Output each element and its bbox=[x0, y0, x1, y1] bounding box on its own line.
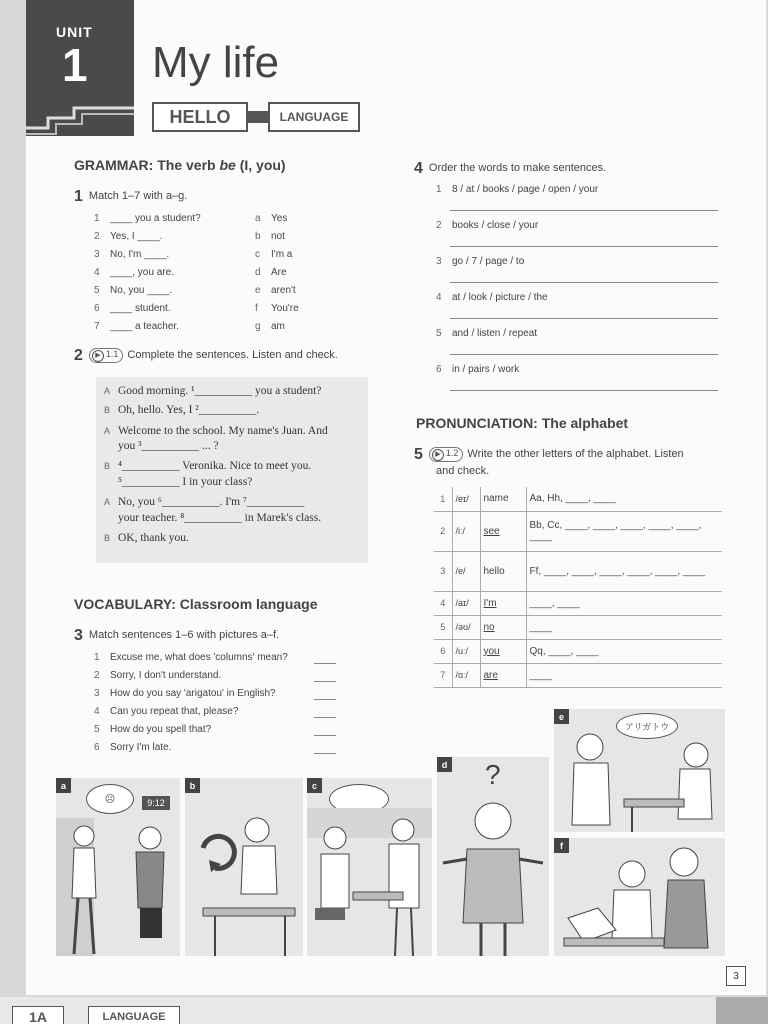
picture-d bbox=[437, 757, 549, 956]
dialogue-line bbox=[104, 385, 321, 397]
ex4-item bbox=[436, 328, 537, 339]
ex4-item bbox=[436, 184, 598, 195]
row-number: 7 bbox=[434, 663, 452, 687]
item-number: 3 bbox=[436, 256, 442, 267]
dialogue-text: Good morning. ¹__________ you a student? bbox=[118, 385, 322, 397]
ex3-item bbox=[94, 688, 276, 699]
ex1-right-item bbox=[255, 231, 285, 242]
item-text: Sorry I'm late. bbox=[110, 742, 172, 753]
audio-badge[interactable] bbox=[429, 447, 464, 462]
item-letter: g bbox=[255, 321, 261, 332]
answer-line[interactable] bbox=[450, 390, 718, 391]
item-number: 2 bbox=[436, 220, 442, 231]
answer-line[interactable] bbox=[450, 282, 718, 283]
audio-track: 1.2 bbox=[445, 448, 459, 458]
picture-label: b bbox=[185, 778, 200, 793]
example-word: no bbox=[480, 615, 526, 639]
ex1-right-item bbox=[255, 267, 287, 278]
next-page-tab-1a: 1A bbox=[12, 1006, 64, 1024]
item-text: Excuse me, what does 'columns' mean? bbox=[110, 652, 288, 663]
picture-a bbox=[56, 778, 180, 956]
dialogue-line bbox=[104, 532, 189, 544]
answer-line[interactable] bbox=[314, 735, 336, 736]
answer-line[interactable] bbox=[450, 318, 718, 319]
instruction-text: Complete the sentences. Listen and check. bbox=[127, 349, 338, 361]
letters-cell[interactable]: Qq, ____, ____ bbox=[526, 639, 722, 663]
item-number: 1 bbox=[436, 184, 442, 195]
ipa-symbol: /eɪ/ bbox=[452, 487, 480, 511]
item-number: 4 bbox=[94, 267, 100, 278]
item-text: No, you ____. bbox=[110, 285, 173, 296]
dialogue-line bbox=[104, 476, 252, 488]
row-number: 6 bbox=[434, 639, 452, 663]
item-number: 5 bbox=[436, 328, 442, 339]
ex4-item bbox=[436, 292, 548, 303]
ex1-left-item bbox=[94, 267, 174, 278]
exercise-number: 4 bbox=[414, 160, 423, 177]
grammar-heading-be: be bbox=[219, 157, 236, 173]
item-number: 5 bbox=[94, 724, 100, 735]
table-row bbox=[434, 511, 722, 551]
item-text: ____ student. bbox=[110, 303, 171, 314]
stairs-decoration bbox=[26, 96, 134, 136]
dialogue-line bbox=[104, 496, 304, 508]
dialogue-line bbox=[104, 425, 328, 437]
item-text: Can you repeat that, please? bbox=[110, 706, 239, 717]
repeat-student-illustration bbox=[185, 798, 303, 956]
item-text: Are bbox=[271, 267, 287, 278]
tag-connector bbox=[248, 111, 268, 123]
answer-line[interactable] bbox=[314, 699, 336, 700]
play-icon: ▶ bbox=[92, 350, 104, 362]
ex1-left-item bbox=[94, 231, 162, 242]
exercise-number: 3 bbox=[74, 627, 83, 644]
item-text: at / look / picture / the bbox=[452, 292, 548, 303]
pronunciation-heading bbox=[416, 415, 628, 431]
item-text: aren't bbox=[271, 285, 296, 296]
example-word: are bbox=[480, 663, 526, 687]
item-number: 5 bbox=[94, 285, 100, 296]
answer-line[interactable] bbox=[314, 717, 336, 718]
item-number: 2 bbox=[94, 231, 100, 242]
exercise-2-instruction bbox=[74, 347, 338, 365]
clock-display: 9:12 bbox=[142, 796, 170, 810]
letters-cell[interactable]: Bb, Cc, ____, ____, ____, ____, ____, ____ bbox=[526, 511, 722, 551]
table-row bbox=[434, 591, 722, 615]
dialogue-text: ⁵__________ I in your class? bbox=[118, 476, 253, 488]
dialogue-text: No, you ⁶__________. I'm ⁷__________ bbox=[118, 496, 305, 508]
picture-label: f bbox=[554, 838, 569, 853]
ex1-right-item bbox=[255, 213, 287, 224]
dialogue-box bbox=[96, 377, 368, 563]
answer-line[interactable] bbox=[450, 210, 718, 211]
example-word: I'm bbox=[480, 591, 526, 615]
item-text: not bbox=[271, 231, 285, 242]
bottom-corner-block bbox=[716, 997, 768, 1024]
ex3-item bbox=[94, 706, 238, 717]
picture-label: d bbox=[437, 757, 452, 772]
example-word: name bbox=[480, 487, 526, 511]
item-number: 7 bbox=[94, 321, 100, 332]
grammar-heading-rest: The verb bbox=[153, 157, 220, 173]
item-number: 3 bbox=[94, 688, 100, 699]
item-text: You're bbox=[271, 303, 299, 314]
ex4-item bbox=[436, 256, 524, 267]
exercise-number: 2 bbox=[74, 347, 83, 364]
ipa-symbol: /əʊ/ bbox=[452, 615, 480, 639]
teacher-and-student-illustration bbox=[307, 808, 432, 956]
dialogue-text: you ³__________ ... ? bbox=[118, 440, 219, 452]
item-letter: a bbox=[255, 213, 261, 224]
unit-block bbox=[26, 0, 134, 136]
answer-line[interactable] bbox=[450, 354, 718, 355]
page-title: My life bbox=[152, 38, 280, 87]
row-number: 5 bbox=[434, 615, 452, 639]
tag-language: LANGUAGE bbox=[268, 102, 360, 132]
picture-f bbox=[554, 838, 725, 956]
dialogue-text: Welcome to the school. My name's Juan. And bbox=[118, 425, 328, 437]
exercise-number: 1 bbox=[74, 188, 83, 205]
ex1-right-item bbox=[255, 303, 299, 314]
item-text: ____, you are. bbox=[110, 267, 174, 278]
item-text: No, I'm ____. bbox=[110, 249, 170, 260]
picture-label: c bbox=[307, 778, 322, 793]
ex3-item bbox=[94, 652, 288, 663]
ex3-item bbox=[94, 742, 171, 753]
letters-cell[interactable]: ____, ____ bbox=[526, 591, 722, 615]
letters-cell[interactable]: Aa, Hh, ____, ____ bbox=[526, 487, 722, 511]
spelling-pair-illustration bbox=[554, 838, 725, 956]
speaker: A bbox=[104, 497, 111, 507]
ex3-item bbox=[94, 670, 221, 681]
audio-badge[interactable] bbox=[89, 348, 124, 363]
next-page-tab-language: LANGUAGE bbox=[88, 1006, 180, 1024]
item-text: How do you spell that? bbox=[110, 724, 212, 735]
item-text: How do you say 'arigatou' in English? bbox=[110, 688, 276, 699]
table-row bbox=[434, 663, 722, 687]
picture-label: e bbox=[554, 709, 569, 724]
unit-number: 1 bbox=[62, 39, 88, 91]
ipa-symbol: /uː/ bbox=[452, 639, 480, 663]
answer-line[interactable] bbox=[450, 246, 718, 247]
example-word: see bbox=[480, 511, 526, 551]
ipa-symbol: /e/ bbox=[452, 551, 480, 591]
table-row bbox=[434, 487, 722, 511]
item-number: 6 bbox=[94, 303, 100, 314]
item-number: 4 bbox=[94, 706, 100, 717]
tag-hello: HELLO bbox=[152, 102, 248, 132]
item-text: am bbox=[271, 321, 285, 332]
frown-bubble: ☹ bbox=[86, 784, 134, 814]
ex1-left-item bbox=[94, 303, 171, 314]
table-row bbox=[434, 615, 722, 639]
row-number: 1 bbox=[434, 487, 452, 511]
item-number: 2 bbox=[94, 670, 100, 681]
vocabulary-heading bbox=[74, 596, 317, 612]
ipa-symbol: /aɪ/ bbox=[452, 591, 480, 615]
item-number: 6 bbox=[436, 364, 442, 375]
grammar-heading bbox=[74, 157, 286, 173]
letters-cell[interactable]: Ff, ____, ____, ____, ____, ____, ____ bbox=[526, 551, 722, 591]
item-text: in / pairs / work bbox=[452, 364, 520, 375]
ex1-right-item bbox=[255, 285, 296, 296]
ex1-right-item bbox=[255, 249, 292, 260]
exercise-4-instruction bbox=[414, 160, 606, 178]
audio-track: 1.1 bbox=[105, 349, 119, 359]
answer-line[interactable] bbox=[314, 681, 336, 682]
picture-b bbox=[185, 778, 303, 956]
exercise-5-instruction bbox=[414, 446, 684, 464]
speaker: A bbox=[104, 426, 111, 436]
item-number: 6 bbox=[94, 742, 100, 753]
dialogue-line bbox=[104, 404, 259, 416]
ipa-symbol: /iː/ bbox=[452, 511, 480, 551]
item-number: 3 bbox=[94, 249, 100, 260]
pronunciation-heading-rest: The alphabet bbox=[537, 415, 629, 431]
letters-cell[interactable]: ____ bbox=[526, 615, 722, 639]
example-word: hello bbox=[480, 551, 526, 591]
exercise-1-instruction bbox=[74, 188, 187, 206]
item-letter: b bbox=[255, 231, 261, 242]
picture-e bbox=[554, 709, 725, 832]
instruction-text: Match 1–7 with a–g. bbox=[88, 190, 188, 202]
item-text: Yes bbox=[271, 213, 288, 224]
item-number: 1 bbox=[94, 652, 100, 663]
instruction-text: Match sentences 1–6 with pictures a–f. bbox=[88, 629, 280, 641]
dialogue-text: ⁴__________ Veronika. Nice to meet you. bbox=[118, 460, 312, 472]
item-letter: f bbox=[255, 303, 258, 314]
item-text: Yes, I ____. bbox=[110, 231, 163, 242]
row-number: 2 bbox=[434, 511, 452, 551]
ex4-item bbox=[436, 364, 519, 375]
instruction-text: Order the words to make sentences. bbox=[428, 162, 607, 174]
ipa-symbol: /ɑː/ bbox=[452, 663, 480, 687]
exercise-number: 5 bbox=[414, 446, 423, 463]
speaker: B bbox=[104, 405, 111, 415]
grammar-heading-prefix: GRAMMAR: bbox=[74, 157, 154, 173]
table-row bbox=[434, 639, 722, 663]
grammar-heading-paren: (I, you) bbox=[235, 157, 286, 173]
dialogue-text: Oh, hello. Yes, I ²__________. bbox=[118, 404, 260, 416]
item-number: 4 bbox=[436, 292, 442, 303]
dialogue-line bbox=[104, 460, 311, 472]
item-text: ____ you a student? bbox=[110, 213, 201, 224]
item-letter: d bbox=[255, 267, 261, 278]
exercise-3-instruction bbox=[74, 627, 279, 645]
dialogue-line bbox=[104, 512, 321, 524]
picture-c bbox=[307, 778, 432, 956]
speaker: A bbox=[104, 386, 111, 396]
dialogue-line bbox=[104, 440, 219, 452]
instruction-text: Write the other letters of the alphabet. Listen bbox=[467, 448, 684, 460]
example-word: you bbox=[480, 639, 526, 663]
late-student-illustration bbox=[56, 818, 180, 956]
answer-line[interactable] bbox=[314, 663, 336, 664]
question-mark: ? bbox=[485, 759, 501, 790]
speaker: B bbox=[104, 533, 111, 543]
confused-boy-illustration bbox=[437, 793, 549, 956]
item-text: and / listen / repeat bbox=[452, 328, 538, 339]
unit-label: UNIT bbox=[56, 24, 93, 40]
item-text: Sorry, I don't understand. bbox=[110, 670, 222, 681]
arigatou-illustration bbox=[554, 729, 725, 832]
play-icon: ▶ bbox=[432, 449, 444, 461]
dialogue-text: OK, thank you. bbox=[118, 532, 189, 544]
item-text: 8 / at / books / page / open / your bbox=[452, 184, 599, 195]
ex4-item bbox=[436, 220, 538, 231]
pronunciation-heading-prefix: PRONUNCIATION: bbox=[416, 415, 538, 431]
row-number: 4 bbox=[434, 591, 452, 615]
japanese-speech-bubble: アリガトウ bbox=[616, 713, 678, 739]
instruction-text-line2: and check. bbox=[436, 465, 490, 477]
ex1-left-item bbox=[94, 321, 179, 332]
letters-cell[interactable]: ____ bbox=[526, 663, 722, 687]
answer-line[interactable] bbox=[314, 753, 336, 754]
vocabulary-heading-prefix: VOCABULARY: bbox=[74, 596, 176, 612]
ex1-left-item bbox=[94, 249, 169, 260]
ex3-item bbox=[94, 724, 211, 735]
item-text: go / 7 / page / to bbox=[452, 256, 525, 267]
table-row bbox=[434, 551, 722, 591]
ex1-left-item bbox=[94, 213, 201, 224]
item-letter: c bbox=[255, 249, 260, 260]
item-letter: e bbox=[255, 285, 261, 296]
row-number: 3 bbox=[434, 551, 452, 591]
picture-label: a bbox=[56, 778, 71, 793]
dialogue-text: your teacher. ⁸__________ in Marek's class. bbox=[118, 512, 322, 524]
vocabulary-heading-rest: Classroom language bbox=[175, 596, 318, 612]
page-number: 3 bbox=[726, 966, 746, 986]
speaker: B bbox=[104, 461, 111, 471]
item-number: 1 bbox=[94, 213, 100, 224]
item-text: books / close / your bbox=[452, 220, 539, 231]
item-text: ____ a teacher. bbox=[110, 321, 179, 332]
ex1-left-item bbox=[94, 285, 172, 296]
ex1-right-item bbox=[255, 321, 285, 332]
item-text: I'm a bbox=[271, 249, 293, 260]
alphabet-table bbox=[434, 487, 722, 688]
